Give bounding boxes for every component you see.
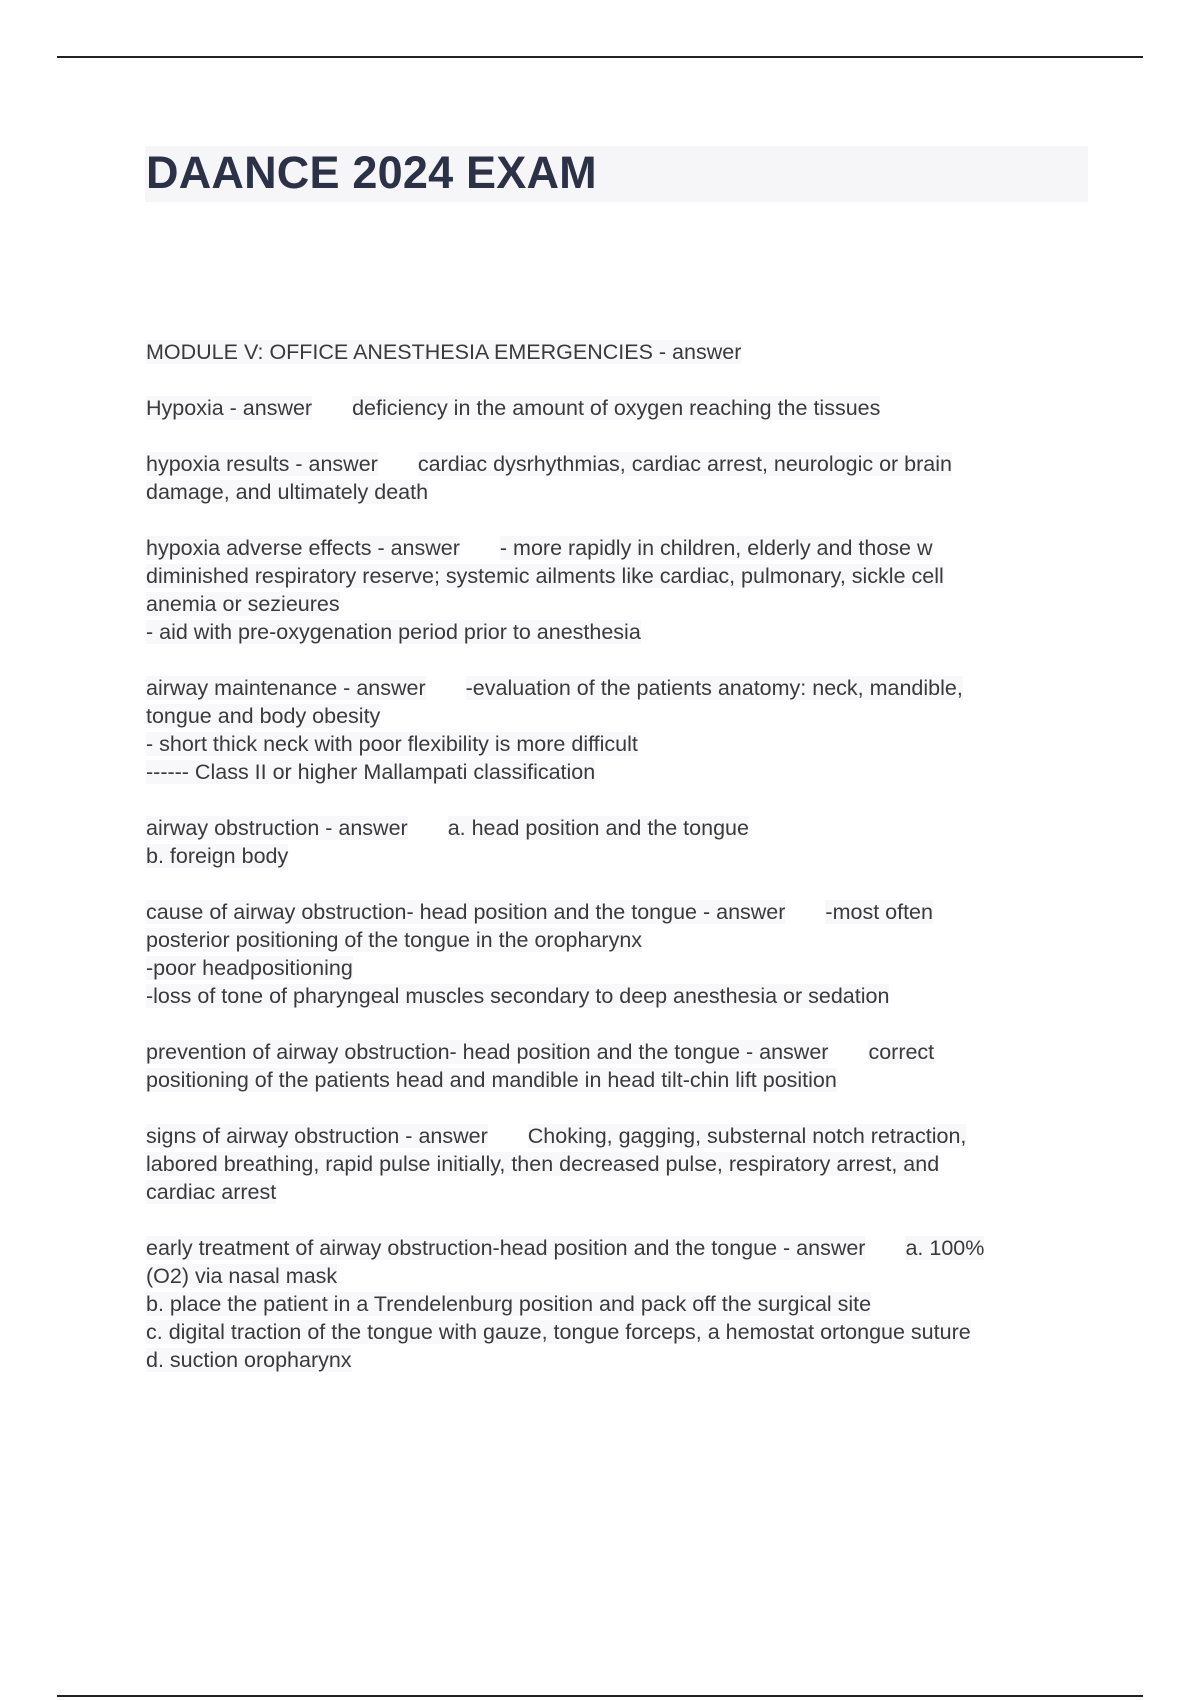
page-title: DAANCE 2024 EXAM — [146, 147, 597, 198]
entry-answer-line: ------ Class II or higher Mallampati classification — [146, 760, 596, 784]
flashcard-entry — [146, 1038, 1096, 1094]
entry-term: hypoxia results - answer — [146, 452, 378, 476]
flashcard-entry — [146, 394, 1096, 422]
entry-answer-line: posterior positioning of the tongue in the oropharynx — [146, 928, 643, 952]
entry-term: Hypoxia - answer — [146, 396, 313, 420]
flashcard-entry — [146, 1234, 1096, 1374]
entry-answer-line: b. place the patient in a Trendelenburg position and pack off the surgical site — [146, 1292, 872, 1316]
entry-answer-line: positioning of the patients head and mandible in head tilt-chin lift position — [146, 1068, 837, 1092]
entry-answer-line: anemia or sezieures — [146, 592, 340, 616]
flashcard-entry — [146, 814, 1096, 870]
entry-answer-line: (O2) via nasal mask — [146, 1264, 338, 1288]
entry-term: prevention of airway obstruction- head position and the tongue - answer — [146, 1040, 829, 1064]
flashcard-entry — [146, 1122, 1096, 1206]
entry-answer: -most often — [825, 900, 933, 924]
entry-answer-line: -poor headpositioning — [146, 956, 353, 980]
entry-answer-line: -loss of tone of pharyngeal muscles secondary to deep anesthesia or sedation — [146, 984, 890, 1008]
entry-answer-line: c. digital traction of the tongue with gauze, tongue forceps, a hemostat ortongue suture — [146, 1320, 971, 1344]
flashcard-entry — [146, 898, 1096, 1010]
entry-answer: deficiency in the amount of oxygen reaching the tissues — [352, 396, 881, 420]
entry-answer: Choking, gagging, substernal notch retraction, — [527, 1124, 967, 1148]
entry-answer: -evaluation of the patients anatomy: neck, mandible, — [465, 676, 963, 700]
entry-answer: a. 100% — [905, 1236, 985, 1260]
flashcard-entry — [146, 450, 1096, 506]
entry-answer-line: - aid with pre-oxygenation period prior to anesthesia — [146, 620, 641, 644]
module-heading-text: MODULE V: OFFICE ANESTHESIA EMERGENCIES - answer — [146, 340, 742, 364]
entry-answer: - more rapidly in children, elderly and those w — [499, 536, 933, 560]
entry-term: airway maintenance - answer — [146, 676, 426, 700]
bottom-divider — [57, 1695, 1143, 1697]
entry-answer-line: tongue and body obesity — [146, 704, 381, 728]
entry-answer: a. head position and the tongue — [447, 816, 749, 840]
entry-answer-line: labored breathing, rapid pulse initially, then decreased pulse, respiratory arrest, and — [146, 1152, 940, 1176]
module-heading — [146, 338, 1096, 366]
entry-answer-line: b. foreign body — [146, 844, 289, 868]
entry-answer-line: cardiac arrest — [146, 1180, 277, 1204]
entry-term: hypoxia adverse effects - answer — [146, 536, 460, 560]
top-divider — [57, 56, 1143, 58]
document-body — [146, 338, 1096, 1402]
flashcard-entry — [146, 534, 1096, 646]
entry-answer-line: - short thick neck with poor flexibility is more difficult — [146, 732, 638, 756]
entry-answer-line: diminished respiratory reserve; systemic ailments like cardiac, pulmonary, sickle cell — [146, 564, 944, 588]
entry-term: early treatment of airway obstruction-head position and the tongue - answer — [146, 1236, 866, 1260]
flashcard-entry — [146, 674, 1096, 786]
entry-term: signs of airway obstruction - answer — [146, 1124, 488, 1148]
entry-answer-line: d. suction oropharynx — [146, 1348, 352, 1372]
entry-answer-line: damage, and ultimately death — [146, 480, 429, 504]
entry-term: airway obstruction - answer — [146, 816, 408, 840]
entry-term: cause of airway obstruction- head position and the tongue - answer — [146, 900, 786, 924]
entry-answer: correct — [868, 1040, 935, 1064]
entry-answer: cardiac dysrhythmias, cardiac arrest, neurologic or brain — [417, 452, 952, 476]
